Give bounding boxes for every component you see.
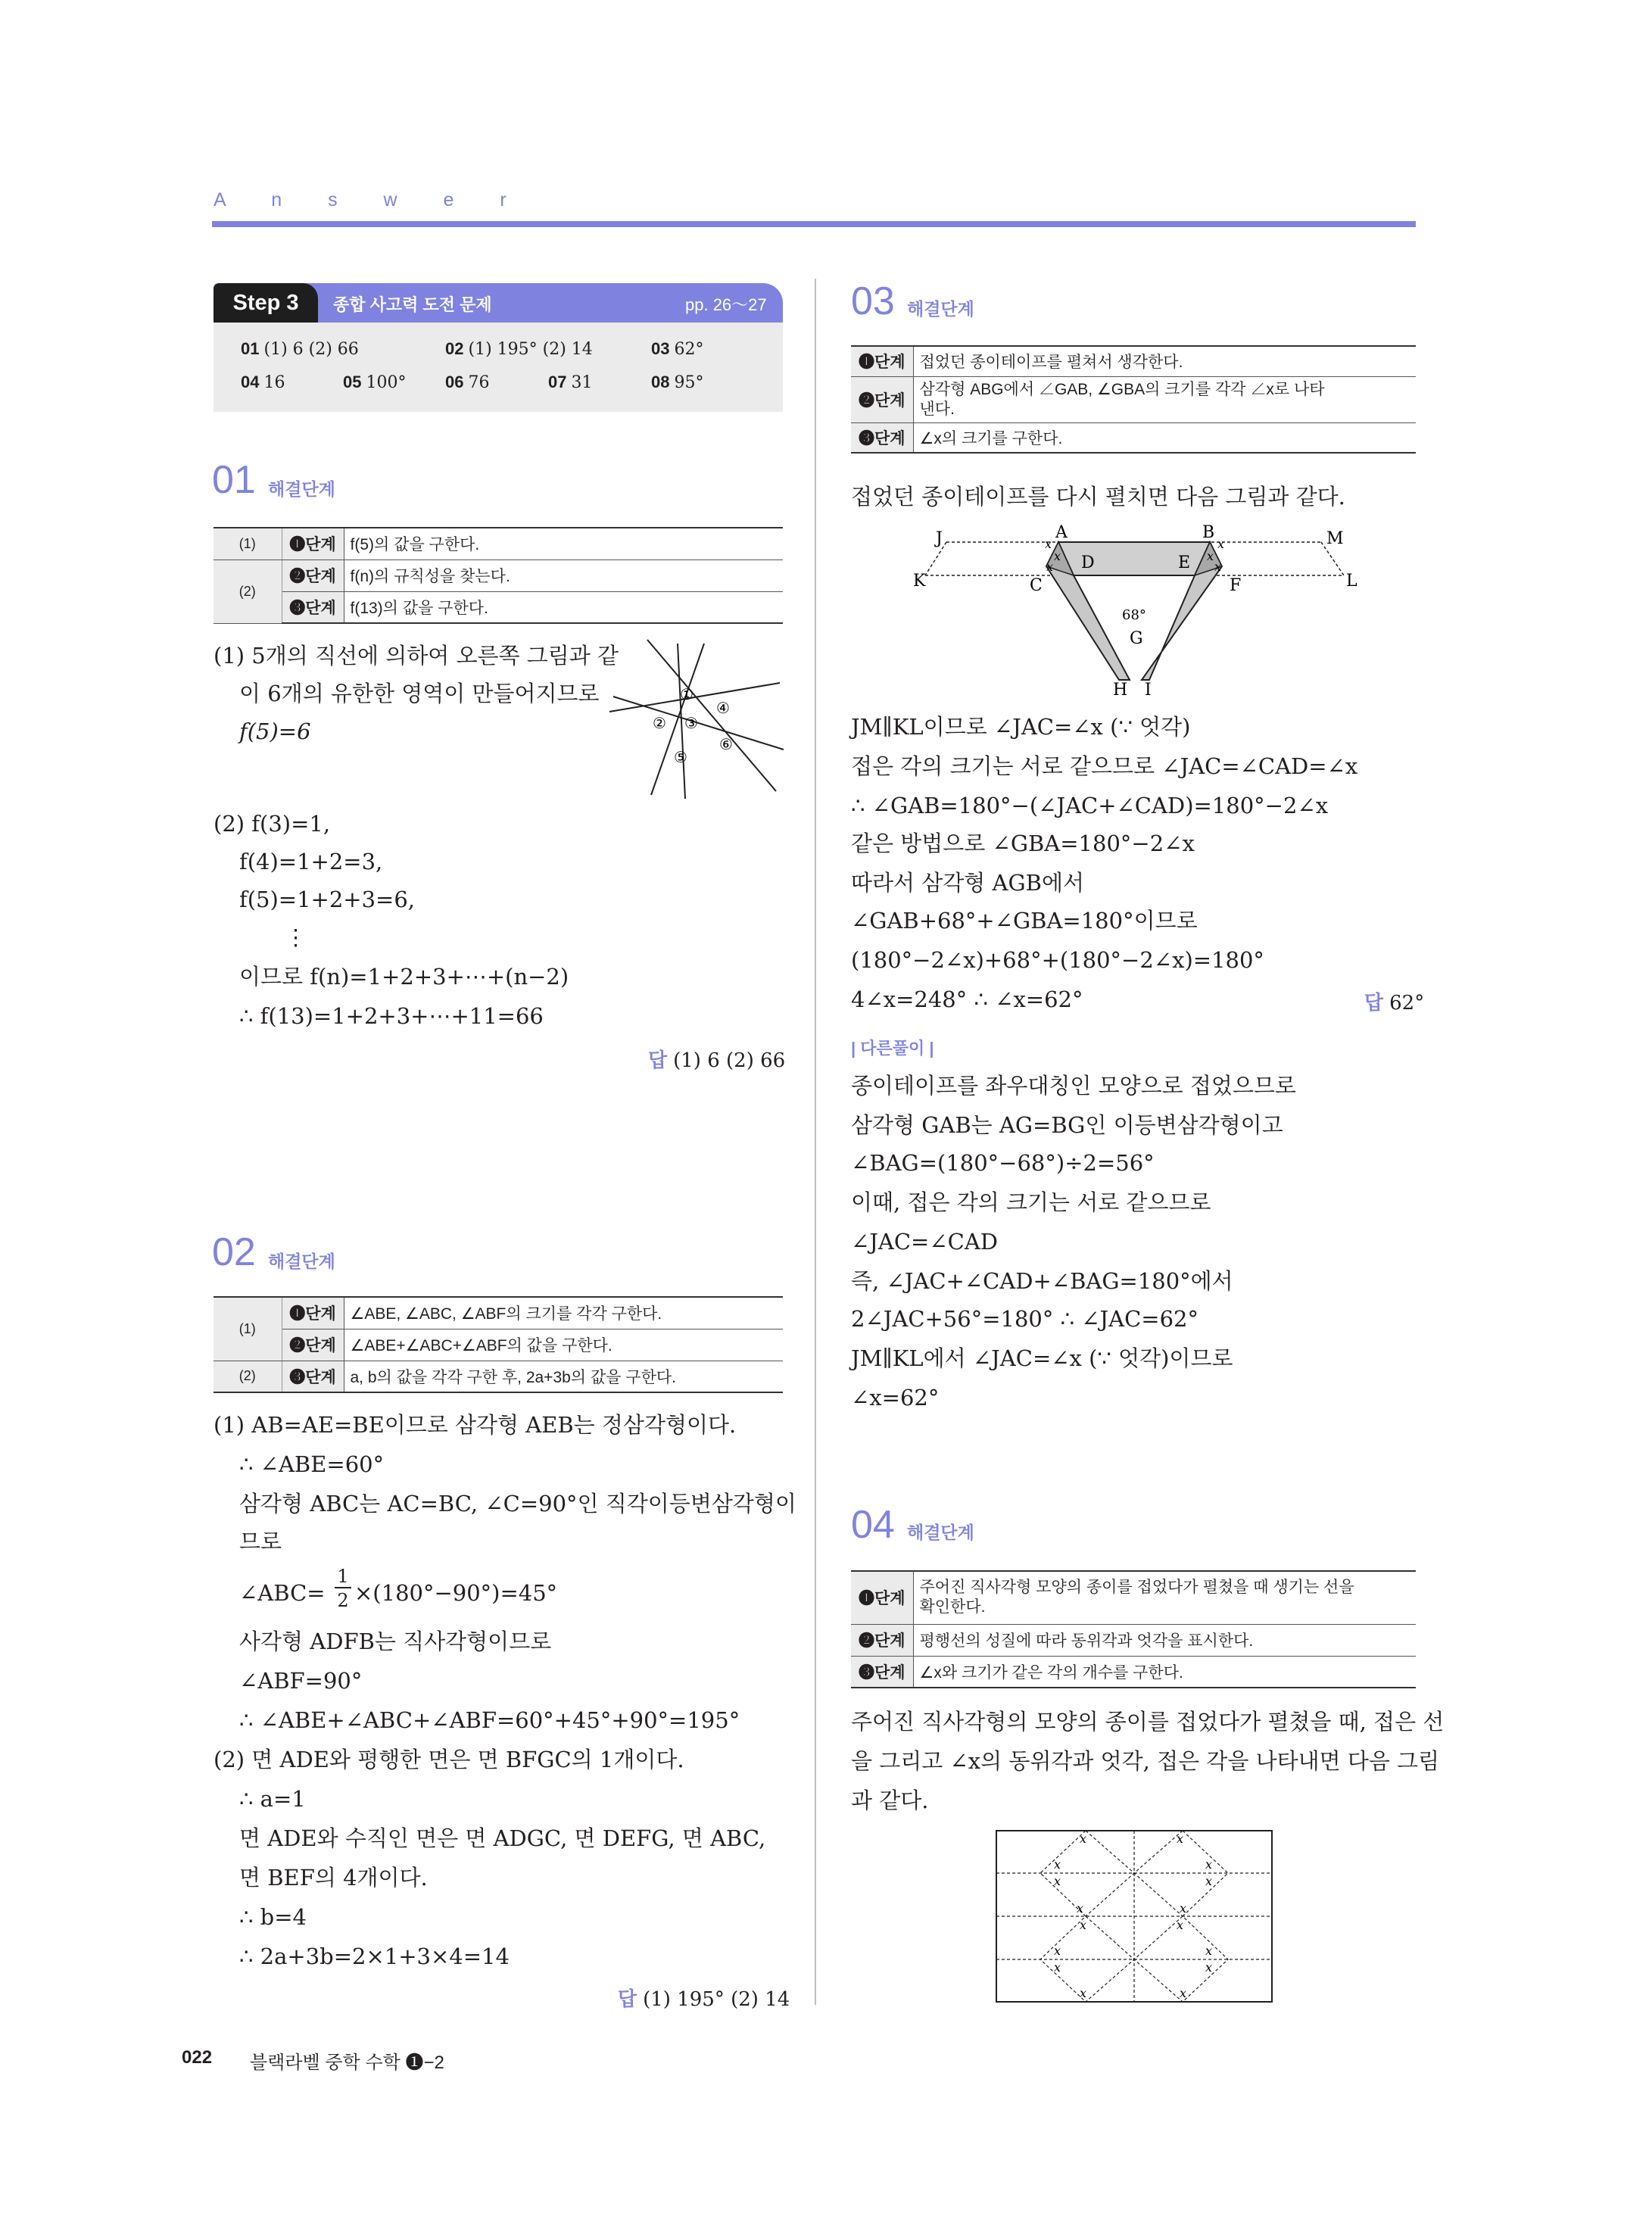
s02-line-4: 므로 bbox=[239, 1529, 282, 1554]
svg-text:x: x bbox=[1217, 537, 1225, 551]
s01-line-5: f(4)=1+2=3, bbox=[239, 849, 383, 874]
step3-pages: pp. 26～27 bbox=[685, 295, 767, 314]
svg-text:C: C bbox=[1030, 576, 1043, 595]
svg-text:x: x bbox=[1205, 1857, 1213, 1872]
s02-line-8: ∠ABF=90° bbox=[239, 1668, 363, 1694]
s01-line-6: f(5)=1+2+3=6, bbox=[239, 887, 416, 912]
s04-folded-rectangle-figure bbox=[995, 1829, 1275, 2005]
s02-line-12: 면 ADE와 수직인 면은 면 ADGC, 면 DEFG, 면 ABC, bbox=[239, 1825, 766, 1851]
svg-text:x: x bbox=[1205, 1874, 1213, 1888]
svg-text:68°: 68° bbox=[1122, 607, 1146, 623]
s04-line-3: 과 같다. bbox=[851, 1788, 929, 1813]
s03-line-6: ∠GAB+68°+∠GBA=180°이므로 bbox=[851, 908, 1198, 934]
s02-line-7: 사각형 ADFB는 직사각형이므로 bbox=[239, 1629, 552, 1654]
s03-answer: 답 62° bbox=[1364, 991, 1425, 1015]
header-rule bbox=[212, 221, 1416, 227]
svg-text:A: A bbox=[1055, 523, 1068, 542]
svg-text:x: x bbox=[1180, 1901, 1187, 1915]
s03-line-4: 같은 방법으로 ∠GBA=180°−2∠x bbox=[851, 831, 1195, 856]
s03-line-2: 접은 각의 크기는 서로 같으므로 ∠JAC=∠CAD=∠x bbox=[851, 753, 1358, 779]
step3-tag: Step 3 bbox=[214, 283, 318, 323]
s02-line-11: ∴ a=1 bbox=[239, 1786, 306, 1812]
section-03-steps-table: ❶단계 접었던 종이테이프를 펼쳐서 생각한다. ❷단계 삼각형 ABG에서 ∠GAB, ∠GBA의 크기를 각각 ∠x로 나타 낸다. ❸단계 ∠x의 크기를 구한다. bbox=[851, 345, 1416, 454]
s01-answer: 답 (1) 6 (2) 66 bbox=[648, 1049, 786, 1072]
answer-04: 04 16 bbox=[241, 372, 285, 392]
svg-text:②: ② bbox=[653, 714, 666, 732]
svg-text:E: E bbox=[1178, 553, 1191, 572]
svg-text:③: ③ bbox=[684, 714, 698, 732]
s03-tape-figure bbox=[909, 521, 1363, 703]
column-divider bbox=[815, 279, 816, 2005]
svg-text:L: L bbox=[1346, 572, 1357, 591]
s03-line-1: JM∥KL이므로 ∠JAC=∠x (∵ 엇각) bbox=[851, 714, 1191, 740]
s02-line-2: ∴ ∠ABE=60° bbox=[239, 1451, 385, 1477]
section-03-number: 03 bbox=[851, 279, 895, 323]
svg-text:M: M bbox=[1326, 529, 1344, 548]
s01-line-7: ⋮ bbox=[285, 924, 307, 950]
s03-intro: 접었던 종이테이프를 다시 펼치면 다음 그림과 같다. bbox=[851, 484, 1345, 510]
page-number: 022 bbox=[182, 2047, 213, 2068]
s02-line-15: ∴ 2a+3b=2×1+3×4=14 bbox=[239, 1944, 510, 1969]
svg-text:x: x bbox=[1080, 1918, 1087, 1932]
s03-alt-line-9: ∠x=62° bbox=[851, 1385, 940, 1411]
svg-text:x: x bbox=[1054, 1874, 1061, 1888]
section-02-steps-table: (1) ❶단계 ∠ABE, ∠ABC, ∠ABF의 크기를 각각 구한다. ❷단계 ∠ABE+∠ABC+∠ABF의 값을 구한다. (2) ❸단계 a, b의 값을 각각 구한 후, 2a+3b의 값을 구한다. bbox=[214, 1296, 783, 1393]
svg-text:x: x bbox=[1177, 1831, 1184, 1846]
svg-text:x: x bbox=[1080, 1986, 1087, 2000]
s02-line-5: ∠ABC= bbox=[239, 1580, 326, 1606]
s03-line-5: 따라서 삼각형 AGB에서 bbox=[851, 870, 1084, 896]
book-title: 블랙라벨 중학 수학 ❶−2 bbox=[250, 2053, 444, 2073]
section-04-steps-table: ❶단계 주어진 직사각형 모양의 종이를 접었다가 펼쳤을 때 생기는 선을 확인한다. ❷단계 평행선의 성질에 따라 동위각과 엇각을 표시한다. ❸단계 ∠x와 크기가 같은 각의 개수를 구한다. bbox=[851, 1570, 1416, 1688]
s02-frac-num: 1 bbox=[335, 1566, 351, 1588]
step3-answer-box bbox=[214, 323, 783, 412]
answer-06: 06 76 bbox=[445, 372, 490, 392]
svg-text:x: x bbox=[1080, 1831, 1087, 1846]
section-01-number: 01 bbox=[212, 458, 256, 502]
svg-text:x: x bbox=[1205, 1960, 1213, 1975]
s03-alt-label: | 다른풀이 | bbox=[851, 1039, 934, 1058]
s02-line-6: ×(180°−90°)=45° bbox=[354, 1580, 558, 1606]
svg-text:x: x bbox=[1054, 549, 1061, 563]
answer-02: 02 (1) 195° (2) 14 bbox=[445, 339, 593, 359]
svg-text:⑤: ⑤ bbox=[674, 748, 687, 766]
svg-text:x: x bbox=[1054, 1857, 1061, 1872]
s03-line-7: (180°−2∠x)+68°+(180°−2∠x)=180° bbox=[851, 947, 1264, 973]
s02-answer: 답 (1) 195° (2) 14 bbox=[618, 1987, 790, 2011]
svg-text:K: K bbox=[913, 572, 926, 591]
section-03-label: 해결단계 bbox=[907, 299, 974, 319]
s01-line-3: f(5)=6 bbox=[239, 719, 311, 744]
svg-text:D: D bbox=[1081, 553, 1095, 572]
svg-text:B: B bbox=[1202, 523, 1215, 542]
s03-alt-line-3: ∠BAG=(180°−68°)÷2=56° bbox=[851, 1150, 1155, 1176]
s03-alt-line-6: 즉, ∠JAC+∠CAD+∠BAG=180°에서 bbox=[851, 1268, 1233, 1294]
svg-text:①: ① bbox=[680, 685, 694, 703]
svg-text:F: F bbox=[1230, 576, 1242, 595]
svg-text:x: x bbox=[1054, 1944, 1061, 1958]
svg-text:x: x bbox=[1207, 549, 1214, 563]
s03-line-8: 4∠x=248° ∴ ∠x=62° bbox=[851, 987, 1083, 1012]
section-01-steps-table: (1) ❶단계 f(5)의 값을 구한다. (2) ❷단계 f(n)의 규칙성을 찾는다. ❸단계 f(13)의 값을 구한다. bbox=[214, 527, 783, 624]
section-02-number: 02 bbox=[212, 1230, 256, 1274]
s04-line-1: 주어진 직사각형의 모양의 종이를 접었다가 펼쳤을 때, 접은 선 bbox=[851, 1709, 1445, 1735]
section-01-label: 해결단계 bbox=[268, 479, 335, 499]
svg-text:x: x bbox=[1180, 1986, 1187, 2000]
svg-text:J: J bbox=[936, 529, 943, 548]
svg-text:⑥: ⑥ bbox=[719, 735, 733, 753]
s01-star-figure bbox=[606, 636, 787, 803]
answer-07: 07 31 bbox=[548, 372, 593, 392]
section-04-label: 해결단계 bbox=[907, 1523, 974, 1542]
s02-line-1: (1) AB=AE=BE이므로 삼각형 AEB는 정삼각형이다. bbox=[214, 1412, 737, 1438]
s02-line-14: ∴ b=4 bbox=[239, 1904, 307, 1930]
s03-alt-line-5: ∠JAC=∠CAD bbox=[851, 1229, 999, 1255]
s03-alt-line-4: 이때, 접은 각의 크기는 서로 같으므로 bbox=[851, 1189, 1211, 1215]
s02-line-10: (2) 면 ADE와 평행한 면은 면 BFGC의 1개이다. bbox=[214, 1747, 684, 1772]
svg-text:G: G bbox=[1130, 629, 1143, 648]
svg-text:x: x bbox=[1205, 1944, 1213, 1958]
s02-line-3: 삼각형 ABC는 AC=BC, ∠C=90°인 직각이등변삼각형이 bbox=[239, 1491, 796, 1516]
svg-text:x: x bbox=[1214, 560, 1222, 574]
s01-line-4: (2) f(3)=1, bbox=[214, 811, 331, 837]
s03-alt-line-2: 삼각형 GAB는 AG=BG인 이등변삼각형이고 bbox=[851, 1112, 1283, 1138]
section-02-label: 해결단계 bbox=[268, 1252, 335, 1271]
answer-05: 05 100° bbox=[343, 372, 407, 392]
svg-text:I: I bbox=[1145, 681, 1152, 700]
s03-alt-line-8: JM∥KL에서 ∠JAC=∠x (∵ 엇각)이므로 bbox=[851, 1345, 1233, 1371]
s02-line-13: 면 BEF의 4개이다. bbox=[239, 1865, 428, 1891]
svg-text:x: x bbox=[1177, 1918, 1184, 1932]
answer-08: 08 95° bbox=[651, 372, 704, 392]
answer-03: 03 62° bbox=[651, 339, 704, 359]
svg-text:x: x bbox=[1077, 1901, 1084, 1915]
answer-01: 01 (1) 6 (2) 66 bbox=[241, 339, 359, 359]
step3-title: 종합 사고력 도전 문제 bbox=[333, 295, 492, 314]
s03-alt-line-1: 종이테이프를 좌우대칭인 모양으로 접었으므로 bbox=[851, 1073, 1296, 1099]
svg-text:H: H bbox=[1113, 681, 1128, 700]
s01-line-1: (1) 5개의 직선에 의하여 오른쪽 그림과 같 bbox=[214, 643, 619, 669]
svg-text:x: x bbox=[1046, 560, 1054, 574]
svg-text:x: x bbox=[1054, 1960, 1061, 1975]
section-04-number: 04 bbox=[851, 1503, 895, 1547]
s01-line-2: 이 6개의 유한한 영역이 만들어지므로 bbox=[239, 681, 600, 706]
header-label: A n s w e r bbox=[214, 189, 527, 210]
svg-text:④: ④ bbox=[716, 699, 730, 717]
s04-line-2: 을 그리고 ∠x의 동위각과 엇각, 접은 각을 나타내면 다음 그림 bbox=[851, 1748, 1440, 1774]
s01-line-8: 이므로 f(n)=1+2+3+⋯+(n−2) bbox=[239, 964, 569, 990]
s02-line-9: ∴ ∠ABE+∠ABC+∠ABF=60°+45°+90°=195° bbox=[239, 1707, 740, 1733]
s03-alt-line-7: 2∠JAC+56°=180° ∴ ∠JAC=62° bbox=[851, 1306, 1199, 1332]
s03-line-3: ∴ ∠GAB=180°−(∠JAC+∠CAD)=180°−2∠x bbox=[851, 793, 1329, 818]
svg-text:x: x bbox=[1045, 537, 1052, 551]
s02-frac-den: 2 bbox=[337, 1590, 349, 1611]
s01-line-9: ∴ f(13)=1+2+3+⋯+11=66 bbox=[239, 1003, 544, 1029]
